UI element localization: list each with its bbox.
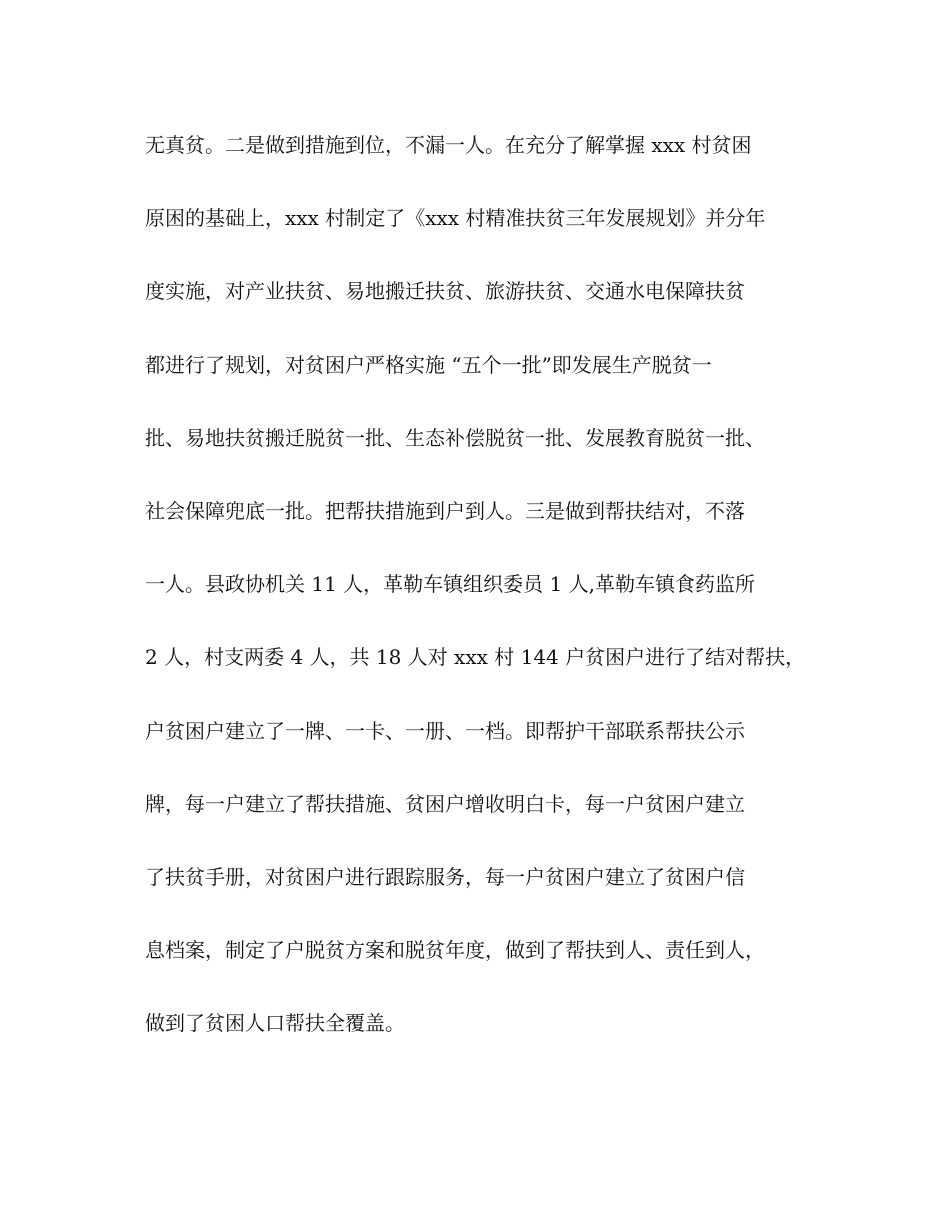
body-paragraph — [145, 127, 825, 1078]
text-line: 批、易地扶贫搬迁脱贫一批、生态补偿脱贫一批、发展教育脱贫一批、 — [145, 425, 765, 450]
text-line: 2 人，村支两委 4 人，共 18 人对 xxx 村 144 户贫困户进行了结对帮扶， — [145, 645, 806, 670]
text-line: 无真贫。二是做到措施到位，不漏一人。在充分了解掌握 xxx 村贫困 — [145, 133, 752, 157]
text-line: 牌，每一户建立了帮扶措施、贫困户增收明白卡，每一户贫困户建立 — [145, 791, 745, 816]
text-line: 度实施，对产业扶贫、易地搬迁扶贫、旅游扶贫、交通水电保障扶贫 — [145, 279, 745, 304]
text-line: 了扶贫手册，对贫困户进行跟踪服务，每一户贫困户建立了贫困户信 — [145, 864, 745, 889]
text-line: 做到了贫困人口帮扶全覆盖。 — [145, 1011, 405, 1036]
text-line: 原困的基础上，xxx 村制定了《xxx 村精准扶贫三年发展规划》并分年 — [145, 206, 766, 231]
text-line: 户贫困户建立了一牌、一卡、一册、一档。即帮护干部联系帮扶公示 — [145, 718, 745, 743]
text-line: 都进行了规划，对贫困户严格实施 “五个一批”即发展生产脱贫一 — [145, 352, 712, 377]
text-line: 社会保障兜底一批。把帮扶措施到户到人。三是做到帮扶结对，不落 — [145, 498, 745, 523]
text-line: 一人。县政协机关 11 人，革勒车镇组织委员 1 人,革勒车镇食药监所 — [145, 572, 755, 597]
text-line: 息档案，制定了户脱贫方案和脱贫年度，做到了帮扶到人、责任到人， — [145, 938, 765, 963]
